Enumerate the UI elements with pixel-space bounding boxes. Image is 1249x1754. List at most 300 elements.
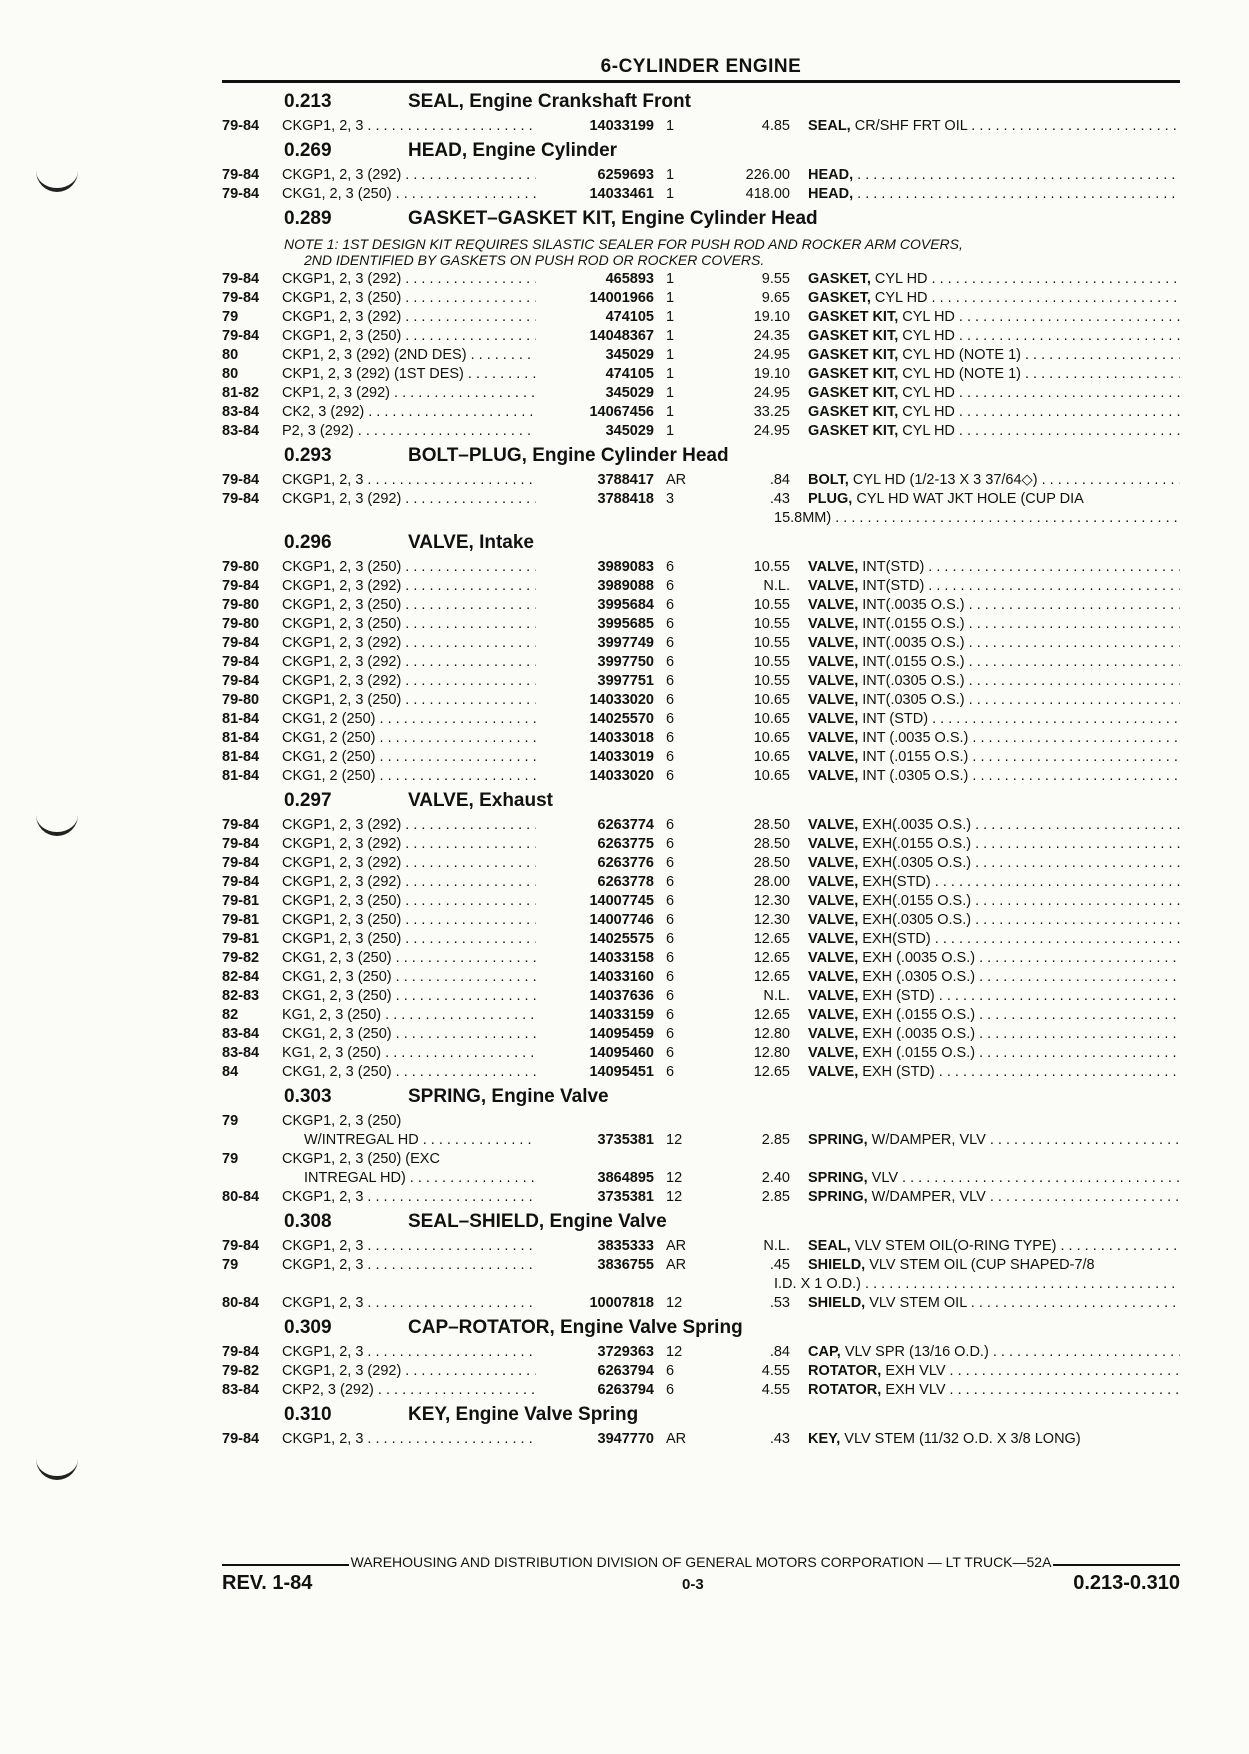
row-description-noun: VALVE, bbox=[808, 654, 859, 670]
row-price: 28.50 bbox=[753, 836, 790, 852]
row-year: 79-80 bbox=[222, 692, 260, 708]
row-description-noun: VALVE, bbox=[808, 931, 859, 947]
row-description-noun: VALVE, bbox=[808, 855, 859, 871]
parts-section-0-308 bbox=[222, 1211, 1180, 1313]
row-part-number: 14025575 bbox=[589, 931, 654, 947]
table-row bbox=[222, 748, 1180, 767]
row-application bbox=[282, 835, 536, 854]
row-year: 79-80 bbox=[222, 597, 260, 613]
row-description-noun: VALVE, bbox=[808, 893, 859, 909]
row-description-text: EXH (.0155 O.S.) bbox=[862, 1007, 976, 1023]
row-price: .53 bbox=[769, 1295, 790, 1311]
row-description bbox=[808, 949, 1180, 968]
section-number: 0.293 bbox=[284, 445, 332, 466]
page-number: 0-3 bbox=[681, 1576, 704, 1593]
row-part-number: 14033019 bbox=[589, 749, 654, 765]
table-row bbox=[222, 1362, 1180, 1381]
punch-hole-mark bbox=[36, 1454, 78, 1480]
row-description bbox=[808, 327, 1180, 346]
row-application bbox=[282, 403, 536, 422]
note-line-1: NOTE 1: 1ST DESIGN KIT REQUIRES SILASTIC SEALER FOR PUSH ROD AND ROCKER ARM COVERS, bbox=[284, 236, 963, 252]
row-application-label: CKGP1, 2, 3 bbox=[282, 1344, 364, 1360]
table-row bbox=[222, 767, 1180, 786]
row-price: 2.85 bbox=[761, 1189, 790, 1205]
table-row bbox=[222, 490, 1180, 509]
row-year: 84 bbox=[222, 1064, 239, 1080]
table-row bbox=[222, 1256, 1180, 1275]
row-quantity: 3 bbox=[666, 491, 675, 507]
row-description-text: EXH VLV bbox=[885, 1382, 946, 1398]
row-description-text: VLV STEM (11/32 O.D. X 3/8 LONG) bbox=[844, 1431, 1081, 1447]
row-description-noun: VALVE, bbox=[808, 912, 859, 928]
row-price: 2.85 bbox=[761, 1132, 790, 1148]
row-part-number: 474105 bbox=[605, 309, 654, 325]
row-description bbox=[808, 596, 1180, 615]
table-row bbox=[222, 968, 1180, 987]
row-application bbox=[282, 327, 536, 346]
row-year: 79-84 bbox=[222, 1344, 260, 1360]
row-price: 12.65 bbox=[753, 950, 790, 966]
parts-section-0-293 bbox=[222, 445, 1180, 528]
punch-hole-mark bbox=[36, 810, 78, 836]
row-price: 24.95 bbox=[753, 423, 790, 439]
row-application bbox=[282, 691, 536, 710]
section-title bbox=[222, 445, 1180, 471]
row-year bbox=[222, 1169, 282, 1188]
row-description bbox=[808, 185, 1180, 204]
row-application-label: CKG1, 2 (250) bbox=[282, 711, 376, 727]
row-part-number: 3997749 bbox=[597, 635, 654, 651]
row-description-text: CYL HD bbox=[902, 328, 955, 344]
row-description bbox=[808, 365, 1180, 384]
punch-hole-mark bbox=[36, 166, 78, 192]
row-description bbox=[808, 117, 1180, 136]
row-description-noun: SHIELD, bbox=[808, 1295, 866, 1311]
row-part-number: 14033020 bbox=[589, 692, 654, 708]
row-application bbox=[282, 710, 536, 729]
section-name: SEAL, Engine Crankshaft Front bbox=[408, 91, 691, 112]
row-application bbox=[282, 816, 536, 835]
table-row bbox=[222, 1006, 1180, 1025]
row-year: 79-84 bbox=[222, 118, 260, 134]
table-row bbox=[222, 729, 1180, 748]
row-description-text: CR/SHF FRT OIL bbox=[854, 118, 968, 134]
section-number: 0.309 bbox=[284, 1317, 332, 1338]
row-part-number: 14033160 bbox=[589, 969, 654, 985]
row-description-text: CYL HD WAT JKT HOLE (CUP DIA bbox=[856, 491, 1084, 507]
row-application bbox=[282, 117, 536, 136]
row-year: 80 bbox=[222, 347, 239, 363]
row-year: 79-84 bbox=[222, 271, 260, 287]
row-application-label: CKGP1, 2, 3 (292) bbox=[282, 635, 402, 651]
section-number: 0.310 bbox=[284, 1404, 332, 1425]
footer-division-line bbox=[222, 1554, 1180, 1570]
row-application bbox=[282, 1381, 536, 1400]
row-description-noun: VALVE, bbox=[808, 616, 859, 632]
row-application bbox=[282, 490, 536, 509]
parts-sections bbox=[222, 91, 1180, 1449]
row-application-label: CKGP1, 2, 3 (292) bbox=[282, 673, 402, 689]
section-number: 0.296 bbox=[284, 532, 332, 553]
row-price: .84 bbox=[769, 472, 790, 488]
row-price: 4.85 bbox=[761, 118, 790, 134]
row-description-noun: VALVE, bbox=[808, 969, 859, 985]
section-name: VALVE, Intake bbox=[408, 532, 534, 553]
row-quantity: 6 bbox=[666, 1007, 675, 1023]
row-description-noun: GASKET, bbox=[808, 271, 871, 287]
row-application bbox=[282, 854, 536, 873]
section-name: GASKET–GASKET KIT, Engine Cylinder Head bbox=[408, 208, 818, 229]
row-year: 79 bbox=[222, 1113, 239, 1129]
row-description-noun: GASKET KIT, bbox=[808, 385, 899, 401]
row-description-text: INT (.0155 O.S.) bbox=[862, 749, 969, 765]
row-description bbox=[808, 930, 1180, 949]
row-price: 2.40 bbox=[761, 1170, 790, 1186]
row-price: 12.65 bbox=[753, 969, 790, 985]
row-year: 82-83 bbox=[222, 988, 260, 1004]
row-description bbox=[808, 767, 1180, 786]
row-application-label: CKG1, 2, 3 (250) bbox=[282, 950, 392, 966]
row-description bbox=[808, 1381, 1180, 1400]
row-part-number: 3735381 bbox=[597, 1189, 654, 1205]
row-description-noun: VALVE, bbox=[808, 836, 859, 852]
row-application-label: CKGP1, 2, 3 bbox=[282, 118, 364, 134]
table-row bbox=[222, 346, 1180, 365]
row-part-number: 465893 bbox=[605, 271, 654, 287]
row-quantity: 12 bbox=[666, 1189, 683, 1205]
row-description bbox=[808, 1430, 1180, 1449]
table-row-prefix bbox=[222, 1150, 1180, 1169]
row-quantity: 1 bbox=[666, 118, 675, 134]
section-number: 0.303 bbox=[284, 1086, 332, 1107]
row-description-text: W/DAMPER, VLV bbox=[871, 1132, 986, 1148]
row-part-number: 6263794 bbox=[597, 1382, 654, 1398]
row-description-continuation bbox=[752, 1275, 1180, 1294]
row-price: 12.30 bbox=[753, 912, 790, 928]
row-price: 12.80 bbox=[753, 1045, 790, 1061]
section-title bbox=[222, 790, 1180, 816]
row-description bbox=[808, 854, 1180, 873]
row-application-label: CKG1, 2, 3 (250) bbox=[282, 186, 392, 202]
row-part-number: 14048367 bbox=[589, 328, 654, 344]
row-application bbox=[282, 911, 536, 930]
row-year: 79-84 bbox=[222, 855, 260, 871]
row-description bbox=[808, 653, 1180, 672]
row-part-number: 3835333 bbox=[597, 1238, 654, 1254]
section-title bbox=[222, 1404, 1180, 1430]
row-application bbox=[282, 270, 536, 289]
table-row bbox=[222, 672, 1180, 691]
row-year: 79-84 bbox=[222, 167, 260, 183]
row-part-number: 6263794 bbox=[597, 1363, 654, 1379]
row-part-number: 3947770 bbox=[597, 1431, 654, 1447]
row-year: 79-84 bbox=[222, 836, 260, 852]
row-part-number: 14033199 bbox=[589, 118, 654, 134]
row-part-number: 345029 bbox=[605, 385, 654, 401]
parts-section-0-296 bbox=[222, 532, 1180, 786]
row-application bbox=[282, 748, 536, 767]
table-row bbox=[222, 653, 1180, 672]
row-part-number: 6263775 bbox=[597, 836, 654, 852]
row-year: 81-84 bbox=[222, 730, 260, 746]
row-application: CKGP1, 2, 3 (250) (EXC bbox=[282, 1151, 440, 1167]
row-description bbox=[808, 471, 1180, 490]
row-quantity: 1 bbox=[666, 309, 675, 325]
row-description-noun: VALVE, bbox=[808, 730, 859, 746]
row-quantity: 1 bbox=[666, 290, 675, 306]
row-description-text: W/DAMPER, VLV bbox=[871, 1189, 986, 1205]
row-application bbox=[282, 596, 536, 615]
row-year: 79-84 bbox=[222, 654, 260, 670]
row-price: 10.55 bbox=[753, 597, 790, 613]
row-description-text: VLV SPR (13/16 O.D.) bbox=[844, 1344, 989, 1360]
row-price: N.L. bbox=[763, 578, 790, 594]
table-row-continuation bbox=[222, 1275, 1180, 1294]
row-quantity: AR bbox=[666, 1238, 687, 1254]
note-line-2: 2ND IDENTIFIED BY GASKETS ON PUSH ROD OR ROCKER COVERS. bbox=[304, 252, 765, 268]
row-description bbox=[808, 1256, 1180, 1275]
row-description bbox=[808, 490, 1180, 509]
row-application-label: CKGP1, 2, 3 (250) bbox=[282, 597, 402, 613]
table-row bbox=[222, 911, 1180, 930]
row-price: 12.65 bbox=[753, 1007, 790, 1023]
row-description bbox=[808, 1025, 1180, 1044]
parts-section-0-310 bbox=[222, 1404, 1180, 1449]
row-year: 79-80 bbox=[222, 616, 260, 632]
row-quantity: 1 bbox=[666, 423, 675, 439]
row-application bbox=[282, 308, 536, 327]
row-description-text: EXH (.0035 O.S.) bbox=[862, 1026, 976, 1042]
row-description-text: EXH(.0305 O.S.) bbox=[862, 912, 972, 928]
row-year: 79-81 bbox=[222, 893, 260, 909]
row-quantity: 6 bbox=[666, 836, 675, 852]
row-description bbox=[808, 1044, 1180, 1063]
row-application bbox=[282, 346, 536, 365]
row-part-number: 3788417 bbox=[597, 472, 654, 488]
section-range: 0.213-0.310 bbox=[1073, 1572, 1180, 1594]
row-description bbox=[808, 558, 1180, 577]
row-application-label: CKGP1, 2, 3 bbox=[282, 1257, 364, 1273]
row-year: 79-81 bbox=[222, 931, 260, 947]
row-description-noun: VALVE, bbox=[808, 559, 859, 575]
row-year: 79 bbox=[222, 1151, 239, 1167]
row-part-number: 474105 bbox=[605, 366, 654, 382]
row-part-number: 3989088 bbox=[597, 578, 654, 594]
table-row-continuation bbox=[222, 509, 1180, 528]
row-application-label: CKGP1, 2, 3 (292) bbox=[282, 654, 402, 670]
row-description-noun: GASKET KIT, bbox=[808, 404, 899, 420]
row-description-text: CYL HD (NOTE 1) bbox=[902, 347, 1021, 363]
section-name: BOLT–PLUG, Engine Cylinder Head bbox=[408, 445, 729, 466]
table-row bbox=[222, 987, 1180, 1006]
section-title bbox=[222, 91, 1180, 117]
row-application-label: CKGP1, 2, 3 bbox=[282, 1189, 364, 1205]
row-application bbox=[282, 422, 536, 441]
row-year: 80 bbox=[222, 366, 239, 382]
row-application-label: CKGP1, 2, 3 (250) bbox=[282, 616, 402, 632]
row-application bbox=[282, 729, 536, 748]
row-description bbox=[808, 422, 1180, 441]
row-description-noun: VALVE, bbox=[808, 1045, 859, 1061]
row-application-label: CKGP1, 2, 3 bbox=[282, 1295, 364, 1311]
row-quantity: 6 bbox=[666, 673, 675, 689]
row-application-label: CKP2, 3 (292) bbox=[282, 1382, 374, 1398]
row-part-number: 345029 bbox=[605, 347, 654, 363]
row-description-noun: GASKET KIT, bbox=[808, 309, 899, 325]
row-quantity: 1 bbox=[666, 186, 675, 202]
row-application-label: CKGP1, 2, 3 (292) bbox=[282, 491, 402, 507]
row-application-label: CKGP1, 2, 3 (292) bbox=[282, 1363, 402, 1379]
row-price: 24.95 bbox=[753, 347, 790, 363]
row-quantity: 6 bbox=[666, 654, 675, 670]
parts-section-0-309 bbox=[222, 1317, 1180, 1400]
row-quantity: 6 bbox=[666, 893, 675, 909]
row-description-text: CYL HD bbox=[902, 309, 955, 325]
row-description bbox=[808, 1188, 1180, 1207]
row-price: 10.65 bbox=[753, 768, 790, 784]
row-application-label: CKGP1, 2, 3 (250) bbox=[282, 290, 402, 306]
row-quantity: 1 bbox=[666, 167, 675, 183]
row-year: 79-84 bbox=[222, 635, 260, 651]
section-name: KEY, Engine Valve Spring bbox=[408, 1404, 639, 1425]
row-description bbox=[808, 835, 1180, 854]
row-price: 10.55 bbox=[753, 654, 790, 670]
row-description-text: EXH(.0155 O.S.) bbox=[862, 836, 972, 852]
row-quantity: 1 bbox=[666, 328, 675, 344]
row-description-text: EXH VLV bbox=[885, 1363, 946, 1379]
section-number: 0.213 bbox=[284, 91, 332, 112]
row-application bbox=[282, 634, 536, 653]
row-description bbox=[808, 308, 1180, 327]
row-quantity: AR bbox=[666, 1431, 687, 1447]
row-description bbox=[808, 615, 1180, 634]
row-part-number: 14033461 bbox=[589, 186, 654, 202]
row-application bbox=[282, 1169, 536, 1188]
row-description-noun: CAP, bbox=[808, 1344, 841, 1360]
row-application-label: INTREGAL HD) bbox=[304, 1170, 406, 1186]
row-year: 82 bbox=[222, 1007, 239, 1023]
table-row bbox=[222, 873, 1180, 892]
row-year bbox=[222, 1131, 282, 1150]
section-name: VALVE, Exhaust bbox=[408, 790, 553, 811]
row-year: 83-84 bbox=[222, 1382, 260, 1398]
row-description-noun: VALVE, bbox=[808, 578, 859, 594]
row-description-text: EXH (.0305 O.S.) bbox=[862, 969, 976, 985]
row-price: 33.25 bbox=[753, 404, 790, 420]
row-price: 28.00 bbox=[753, 874, 790, 890]
row-part-number: 3989083 bbox=[597, 559, 654, 575]
table-row bbox=[222, 384, 1180, 403]
row-price: 10.55 bbox=[753, 673, 790, 689]
row-part-number: 14033018 bbox=[589, 730, 654, 746]
row-description-noun: VALVE, bbox=[808, 874, 859, 890]
row-description-text: EXH(STD) bbox=[862, 874, 931, 890]
row-application bbox=[282, 185, 536, 204]
row-description-noun: SPRING, bbox=[808, 1189, 868, 1205]
row-description-text: EXH (.0155 O.S.) bbox=[862, 1045, 976, 1061]
row-description bbox=[808, 873, 1180, 892]
row-description bbox=[808, 710, 1180, 729]
row-application-label: CKGP1, 2, 3 (250) bbox=[282, 931, 402, 947]
row-description-text: INT(.0035 O.S.) bbox=[862, 635, 965, 651]
row-application-label: KG1, 2, 3 (250) bbox=[282, 1045, 382, 1061]
row-part-number: 10007818 bbox=[589, 1295, 654, 1311]
section-number: 0.297 bbox=[284, 790, 332, 811]
row-application bbox=[282, 166, 536, 185]
row-year: 79 bbox=[222, 309, 239, 325]
row-description-text: INT (.0035 O.S.) bbox=[862, 730, 969, 746]
row-description bbox=[808, 968, 1180, 987]
row-application bbox=[282, 1362, 536, 1381]
table-row bbox=[222, 308, 1180, 327]
row-description bbox=[808, 729, 1180, 748]
row-description-noun: VALVE, bbox=[808, 988, 859, 1004]
table-row bbox=[222, 892, 1180, 911]
row-quantity: 6 bbox=[666, 1363, 675, 1379]
row-description-text: VLV STEM OIL bbox=[869, 1295, 967, 1311]
row-description-noun: KEY, bbox=[808, 1431, 841, 1447]
table-row bbox=[222, 949, 1180, 968]
row-description-noun: VALVE, bbox=[808, 817, 859, 833]
row-description-noun: GASKET, bbox=[808, 290, 871, 306]
footer-division: WAREHOUSING AND DISTRIBUTION DIVISION OF GENERAL MOTORS CORPORATION — LT TRUCK—52A bbox=[350, 1554, 1052, 1570]
row-price: 28.50 bbox=[753, 817, 790, 833]
row-part-number: 3836755 bbox=[597, 1257, 654, 1273]
row-application bbox=[282, 1063, 536, 1082]
row-description-noun: HEAD, bbox=[808, 167, 854, 183]
row-application-label: CKG1, 2 (250) bbox=[282, 730, 376, 746]
section-name: SPRING, Engine Valve bbox=[408, 1086, 609, 1107]
row-description bbox=[808, 1006, 1180, 1025]
row-description-text: CYL HD bbox=[874, 290, 928, 306]
row-application bbox=[282, 873, 536, 892]
row-application bbox=[282, 615, 536, 634]
row-application-label: CKGP1, 2, 3 (292) bbox=[282, 855, 402, 871]
row-description bbox=[808, 892, 1180, 911]
catalog-page bbox=[222, 56, 1180, 1449]
row-application-label: CKG1, 2 (250) bbox=[282, 768, 376, 784]
row-year: 79 bbox=[222, 1257, 239, 1273]
row-description-noun: ROTATOR, bbox=[808, 1382, 882, 1398]
row-application bbox=[282, 365, 536, 384]
row-description bbox=[808, 346, 1180, 365]
row-price: 10.65 bbox=[753, 730, 790, 746]
table-row bbox=[222, 615, 1180, 634]
row-application-label: CKP1, 2, 3 (292) bbox=[282, 385, 390, 401]
row-description bbox=[808, 634, 1180, 653]
row-part-number: 3729363 bbox=[597, 1344, 654, 1360]
section-title bbox=[222, 1211, 1180, 1237]
section-number: 0.269 bbox=[284, 140, 332, 161]
row-description bbox=[808, 403, 1180, 422]
row-application bbox=[282, 653, 536, 672]
row-part-number: 6263774 bbox=[597, 817, 654, 833]
row-part-number: 14007745 bbox=[589, 893, 654, 909]
row-price: .43 bbox=[769, 1431, 790, 1447]
row-application bbox=[282, 1131, 536, 1150]
row-application-label: CKGP1, 2, 3 (292) bbox=[282, 817, 402, 833]
row-description-text: EXH(STD) bbox=[862, 931, 931, 947]
row-price: .84 bbox=[769, 1344, 790, 1360]
row-description-noun: GASKET KIT, bbox=[808, 347, 899, 363]
row-description-text: INT(.0035 O.S.) bbox=[862, 597, 965, 613]
row-quantity: 6 bbox=[666, 749, 675, 765]
row-application bbox=[282, 558, 536, 577]
row-price: 12.65 bbox=[753, 931, 790, 947]
row-description-noun: PLUG, bbox=[808, 491, 853, 507]
row-description-text: EXH (.0035 O.S.) bbox=[862, 950, 976, 966]
row-description-noun: VALVE, bbox=[808, 597, 859, 613]
